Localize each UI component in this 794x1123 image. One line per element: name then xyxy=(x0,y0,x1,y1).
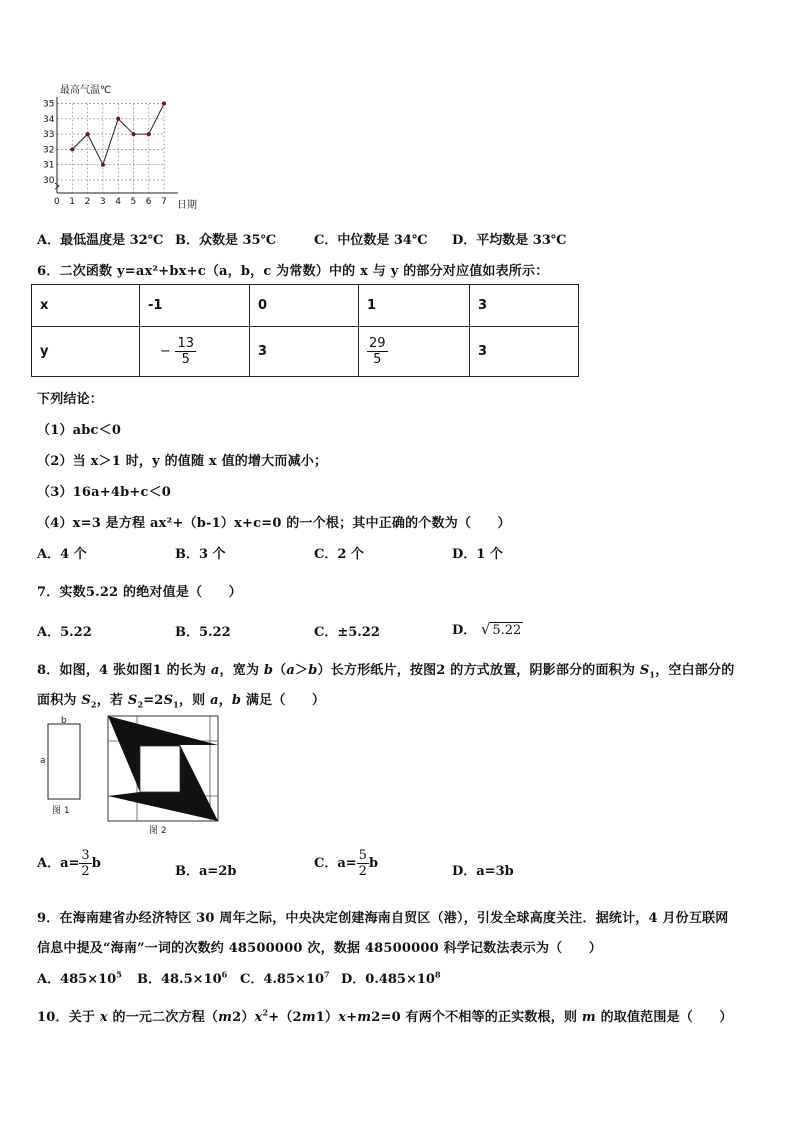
fraction xyxy=(367,336,388,367)
fraction-denominator: 5 xyxy=(181,352,190,367)
q9-option-c[interactable]: C．$4.85\times 10^7$ xyxy=(240,969,330,987)
q5-option-a[interactable]: A．最低温度是 32℃ xyxy=(37,233,164,248)
fig2-caption: 图 2 xyxy=(149,826,167,836)
q9-stem-line-2: 信息中提及“海南”一词的次数约 48500000 次，数据 48500000 科学记数法表示为（ ） xyxy=(37,941,602,956)
q6-conclusion-4: （4）x=3 是方程 ax²+（b-1）x+c=0 的一个根；其中正确的个数为（ ） xyxy=(37,516,511,531)
fraction-numerator: 29 xyxy=(369,336,386,351)
q8-option-a[interactable] xyxy=(37,848,101,879)
fraction-denominator: 2 xyxy=(358,864,367,879)
fraction xyxy=(79,848,91,879)
chart-tick-labels xyxy=(43,100,167,208)
y-tick-label: 34 xyxy=(43,114,55,125)
table-row xyxy=(32,285,579,327)
q7-option-b[interactable]: B．5.22 xyxy=(175,625,231,640)
table-cell: y xyxy=(32,327,140,377)
fraction-numerator: 3 xyxy=(81,848,90,863)
q7-option-d[interactable] xyxy=(452,619,523,638)
option-text: C．a= xyxy=(314,856,357,871)
table-cell: 3 xyxy=(250,327,359,377)
q8-figure-1 xyxy=(36,712,96,820)
table-row xyxy=(32,327,579,377)
option-text: b xyxy=(368,856,379,871)
temperature-line-chart xyxy=(40,80,210,215)
q8-stem-line-2: 面积为 $S_2$，若 $S_2=2S_1$，则 a，b 满足（ ） xyxy=(37,693,326,710)
q8-stem-line-1: 8．如图，4 张如图1 的长为 a，宽为 b（a＞b）长方形纸片，按图2 的方式放置，阴影部分的面积为 $S_1$，空白部分的 xyxy=(37,663,735,680)
y-tick-label: 31 xyxy=(43,160,55,171)
q5-option-c[interactable]: C．中位数是 34℃ xyxy=(314,233,428,248)
q9-option-d[interactable]: D．$0.485\times 10^8$ xyxy=(341,969,441,987)
q7-stem: 7．实数5.22 的绝对值是（ ） xyxy=(37,585,242,600)
rectangle-shape xyxy=(48,724,80,799)
option-label: D． xyxy=(452,623,477,638)
q8-figure-2 xyxy=(104,712,224,838)
data-point xyxy=(132,132,136,136)
fraction-numerator: 13 xyxy=(177,336,194,351)
fraction xyxy=(357,848,369,879)
x-tick-label: 0 xyxy=(54,197,60,207)
q6-option-a[interactable]: A．4 个 xyxy=(37,547,87,562)
x-tick-label: 6 xyxy=(145,197,152,207)
table-cell: 1 xyxy=(359,285,470,327)
x-tick-label: 5 xyxy=(130,197,137,207)
x-tick-label: 7 xyxy=(161,197,167,207)
x-tick-label: 2 xyxy=(84,197,91,207)
data-point xyxy=(86,132,90,136)
x-tick-label: 4 xyxy=(115,197,121,207)
y-tick-label: 30 xyxy=(43,176,55,186)
fraction xyxy=(175,336,196,367)
option-text: b xyxy=(91,856,101,871)
chart-x-axis-label: 日期 xyxy=(177,200,197,211)
fraction-denominator: 5 xyxy=(373,352,382,367)
q5-option-d[interactable]: D．平均数是 33℃ xyxy=(452,233,567,248)
table-cell: -1 xyxy=(140,285,250,327)
option-text: A．a= xyxy=(37,856,80,871)
q6-option-b[interactable]: B．3 个 xyxy=(175,547,226,562)
table-cell: 0 xyxy=(250,285,359,327)
q6-option-c[interactable]: C．2 个 xyxy=(314,547,364,562)
data-point xyxy=(147,132,151,136)
x-tick-label: 1 xyxy=(69,197,76,207)
table-cell-fraction xyxy=(140,327,250,377)
fraction-numerator: 5 xyxy=(358,848,367,863)
q6-conclusion-2: （2）当 x＞1 时，y 的值随 x 值的增大而减小； xyxy=(37,454,328,469)
table-cell: x xyxy=(32,285,140,327)
q6-option-d[interactable]: D．1 个 xyxy=(452,547,503,562)
table-cell-fraction xyxy=(359,327,470,377)
sqrt-icon: √ xyxy=(480,620,491,638)
q6-lead: 下列结论： xyxy=(37,392,104,407)
table-cell: 3 xyxy=(470,327,579,377)
data-point xyxy=(101,163,105,167)
y-tick-label: 33 xyxy=(43,130,55,141)
data-point xyxy=(116,117,120,121)
q9-option-a[interactable]: A．$485\times 10^5$ xyxy=(37,969,122,987)
q6-value-table xyxy=(31,284,579,377)
q9-stem-line-1: 9．在海南建省办经济特区 30 周年之际，中央决定创建海南自贸区（港），引发全球高度关注．据统计，4 月份互联网 xyxy=(37,911,729,926)
q6-conclusion-1: （1）abc＜0 xyxy=(37,423,122,438)
table-cell: 3 xyxy=(470,285,579,327)
sqrt-radicand: 5.22 xyxy=(492,623,522,638)
q9-option-b[interactable]: B．$48.5\times 10^6$ xyxy=(137,969,228,987)
q6-conclusion-3: （3）16a+4b+c＜0 xyxy=(37,485,172,500)
fig1-side-b: b xyxy=(61,716,67,726)
y-tick-label: 32 xyxy=(43,145,55,156)
y-tick-label: 35 xyxy=(43,99,55,110)
fig1-caption: 图 1 xyxy=(52,806,70,816)
chart-title: 最高气温℃ xyxy=(60,85,112,96)
q6-stem: 6．二次函数 y=ax²+bx+c（a，b，c 为常数）中的 x 与 y 的部分对应值如表所示： xyxy=(37,264,549,279)
x-tick-label: 3 xyxy=(99,197,106,207)
q8-option-c[interactable] xyxy=(314,848,378,879)
fraction-denominator: 2 xyxy=(81,864,90,879)
q8-option-b[interactable]: B．a=2b xyxy=(175,864,237,879)
q10-stem: 10．关于 x 的一元二次方程$(m2)x^2+(2m1)x+m2=0$ 有两个不相等的正实数根，则 m 的取值范围是（ ） xyxy=(37,1007,733,1025)
center-square xyxy=(140,746,180,792)
q7-option-a[interactable]: A．5.22 xyxy=(37,625,92,640)
q8-option-d[interactable]: D．a=3b xyxy=(452,864,514,879)
chart-axes xyxy=(55,97,178,193)
q5-option-b[interactable]: B．众数是 35℃ xyxy=(175,233,277,248)
fig1-side-a: a xyxy=(40,756,46,766)
minus-sign: − xyxy=(160,344,171,359)
data-point xyxy=(70,147,74,151)
q7-option-c[interactable]: C．±5.22 xyxy=(314,625,380,640)
data-point xyxy=(162,102,166,106)
